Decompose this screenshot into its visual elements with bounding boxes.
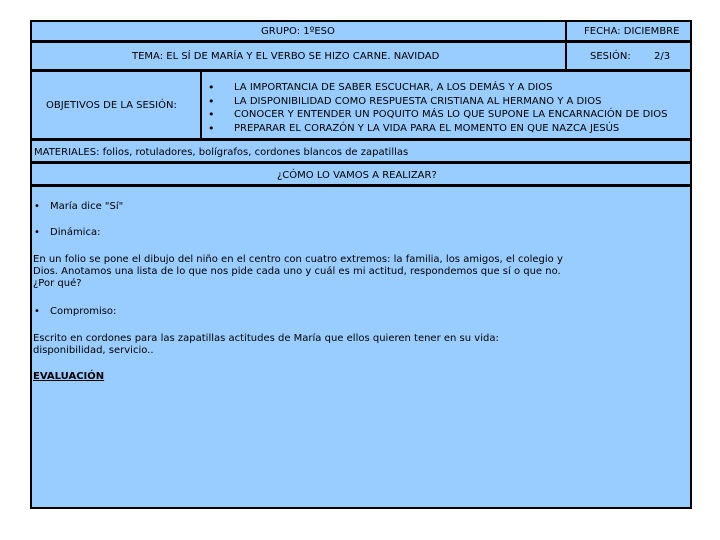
bullet-item <box>34 227 100 239</box>
bullet-item <box>34 201 123 213</box>
objetivos-label: OBJETIVOS DE LA SESIÓN: <box>46 100 177 111</box>
objetivos-label-cell <box>30 70 202 140</box>
como-title: ¿CÓMO LO VAMOS A REALIZAR? <box>277 170 437 181</box>
objetivo-item: • LA DISPONIBILIDAD COMO RESPUESTA CRISTIANA AL HERMANO Y A DIOS <box>206 95 668 109</box>
bullet-dot: • <box>34 227 40 238</box>
bullet-dot: • <box>34 201 40 212</box>
fecha-cell <box>565 20 692 42</box>
como-title-cell <box>30 162 692 186</box>
bullet-dot: • <box>34 306 40 317</box>
sesion-label: SESIÓN: <box>590 51 631 62</box>
fecha-text: FECHA: DICIEMBRE <box>584 26 680 37</box>
grupo-cell <box>30 20 567 42</box>
materiales-cell <box>30 139 692 163</box>
sesion-cell <box>565 41 692 71</box>
evaluacion-heading: EVALUACIÓN <box>33 371 105 382</box>
tema-cell <box>30 41 567 71</box>
materiales-text: MATERIALES: folios, rotuladores, bolígrafos, cordones blancos de zapatillas <box>34 147 409 158</box>
objetivo-item: • CONOCER Y ENTENDER UN POQUITO MÁS LO QUE SUPONE LA ENCARNACIÓN DE DIOS <box>206 108 668 122</box>
tema-text: TEMA: EL SÍ DE MARÍA Y EL VERBO SE HIZO CARNE. NAVIDAD <box>132 51 440 62</box>
objetivos-list <box>206 81 668 135</box>
sesion-value: 2/3 <box>654 51 671 62</box>
objetivo-item: • LA IMPORTANCIA DE SABER ESCUCHAR, A LOS DEMÁS Y A DIOS <box>206 81 668 95</box>
bullet-item <box>34 306 116 318</box>
compromiso-paragraph: Escrito en cordones para las zapatillas actitudes de María que ellos quieren tener en su vida: disponibilidad, servicio.. <box>33 333 499 356</box>
bullet-text: Dinámica: <box>50 227 101 238</box>
dinamica-paragraph: En un folio se pone el dibujo del niño en el centro con cuatro extremos: la familia, los amigos, el colegio y Dios. Anotamos una lista de lo que nos pide cada uno y cuál es mi actitud, respondemos que sí o que no. ¿Por qué? <box>33 254 563 289</box>
objetivos-list-cell <box>200 70 692 140</box>
grupo-text: GRUPO: 1ºESO <box>261 26 335 37</box>
objetivo-item: • PREPARAR EL CORAZÓN Y LA VIDA PARA EL MOMENTO EN QUE NAZCA JESÚS <box>206 122 668 136</box>
bullet-text: María dice "Sí" <box>50 201 124 212</box>
bullet-text: Compromiso: <box>50 306 117 317</box>
